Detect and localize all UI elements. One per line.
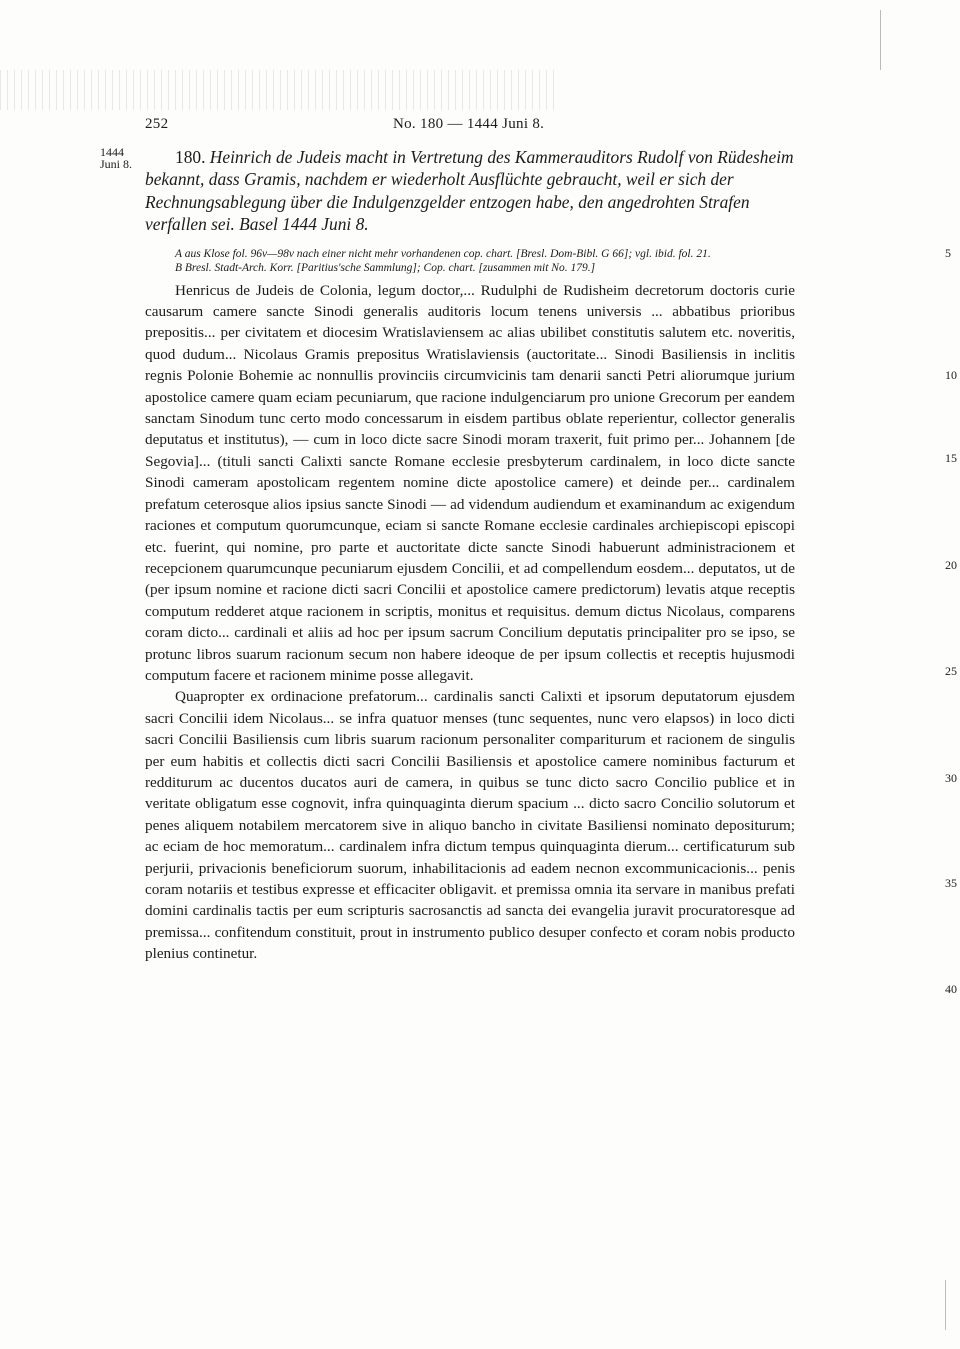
document-heading xyxy=(145,146,795,236)
source-note: B Bresl. Stadt-Arch. Korr. [Paritius'sche Sammlung]; Cop. chart. [zusammen mit No. 179.] xyxy=(175,262,596,275)
charter-paragraph: Henricus de Judeis de Colonia, legum doctor,... Rudulphi de Rudisheim decretorum doctoris curie causarum camere sancte Sinodi generalis auditoris locum tenens universis ... abbatibus prioribus prepositis... per civitatem et diocesim Wratislaviensem ac alias ubilibet constitutis salutem etc. noveritis, quod dudum... Nicolaus Gramis prepositus Wratislaviensis (auctoritate... Sinodi Basiliensis in inclitis regnis Polonie Bohemie ac nonnullis provinciis circumvicinis tam denarii sancti Petri aliorumque jurium apostolice camere quam eciam pecuniarum, que racione indulgenciarum pro unione Grecorum per eandem sanctam Sinodum tunc certo modo concessarum in eisdem partibus oblate reperientur, collector generalis deputatus et institutus), — cum in loco dicte sacre Sinodi moram traxerit, fuit primo per... Johannem [de Segovia]... (tituli sancti Calixti sancte Romane ecclesie presbyterum cardinalem, in loco dicte sancte Sinodi cameram apostolicam regentem nomine dicte apostolice camere) et deinde per... cardinalem prefatum ceterosque alios ipsius sancte Sinodi — ad videndum audiendum et examinandum ac exigendum raciones et computum quorumcunque, eciam si sancte Romane ecclesie cardinales archiepiscopi episcopi etc. fuerint, qui nomine, pro parte et auctoritate dicte sancte Sinodi habuerunt administracionem et recepcionem quarumcunque pecuniarum ejusdem Concilii, et ad compellendum eosdem... deputatos, ut de (per ipsum nomine et racione dicti sacri Concilii et apostolice camere predictorum) levatis atque receptis computum redderet atque racionem in scriptis, monitus et requisitus. demum dictus Nicolaus, comparens coram dicto... cardinali et aliis ad hoc per ipsum sacrum Concilium deputatis principaliter pro se ipso, se protunc libros suarum racionum secum non habere ideoque de per ipsum collectis et receptis hujusmodi computum facere et racionem minime posse allegavit. xyxy=(145,281,795,684)
line-number: 40 xyxy=(945,982,957,996)
document-body xyxy=(145,146,957,996)
line-number: 25 xyxy=(945,664,957,678)
line-number: 20 xyxy=(945,558,957,572)
line-number: 35 xyxy=(945,876,957,890)
line-number: 30 xyxy=(945,771,957,785)
source-notes xyxy=(145,247,795,276)
margin-date-day: Juni 8. xyxy=(100,157,133,171)
margin-date-year: 1444 xyxy=(100,145,124,159)
page-number: 252 xyxy=(145,116,169,132)
running-head: No. 180 — 1444 Juni 8. xyxy=(393,116,545,132)
margin-date xyxy=(100,146,140,170)
charter-paragraph: Quapropter ex ordinacione prefatorum... cardinalis sancti Calixti et ipsorum deputatorum ejusdem sacri Concilii idem Nicolaus... se infra quatuor menses (tunc sequentes, nunc vero elapsos) in loco dicti sacri Concilii Basiliensis cum libris suarum racionum personaliter compariturum et racionem de singulis per eum habitis et collectis dicti sacri Concilii Basiliensis et apostolice camere nominibus facturum et redditurum ac ducentos ducatos auri de camera, in quibus se tunc dicto sacro Concilio publice et in veritate obligatum esse cognovit, infra quinquaginta dierum spacium ... dicto sacro Concilio solutorum et penes aliquem notabilem mercatorem sive in aliquo bancho in civitate Basiliensi nominato depositurum; ac eciam de hoc memoratum... cardinalem infra dictum tempus quinquaginta dierum... certificaturum sub perjurii, privacionis beneficiorum suorum, inhabilitacionis ad eadem necnon excommunicacionis... penis coram notariis et testibus expresse et efficaciter obligavit. et premissa omnia ita servare in manibus prefati domini cardinalis tactis per eum scripturis sacrosanctis ad sancta dei evangelia juravit procuratoresque ad premissa... confitendum constituit, prout in instrumento publico desuper confecto et coram nobis producto plenius continetur. xyxy=(145,688,795,963)
line-number: 10 xyxy=(945,368,957,382)
document-regest: Heinrich de Judeis macht in Vertretung des Kammerauditors Rudolf von Rüdesheim bekannt, dass Gramis, nachdem er wiederholt Ausflüchte gebraucht, weil er sich der Rechnungsablegung über die Indulgenzgelder entzogen habe, den angedrohten Strafen verfallen sei. Basel 1444 Juni 8. xyxy=(145,147,794,235)
scan-edge-mark xyxy=(880,10,881,70)
charter-text xyxy=(145,280,795,965)
scan-smudge xyxy=(0,70,560,110)
scan-edge-mark xyxy=(945,1280,946,1330)
line-number: 15 xyxy=(945,451,957,465)
source-note: A aus Klose fol. 96v—98v nach einer nicht mehr vorhandenen cop. chart. [Bresl. Dom-Bibl. G 66]; vgl. ibid. fol. 21. xyxy=(175,247,711,260)
line-number: 5 xyxy=(945,246,951,260)
document-number: 180. xyxy=(175,147,206,167)
